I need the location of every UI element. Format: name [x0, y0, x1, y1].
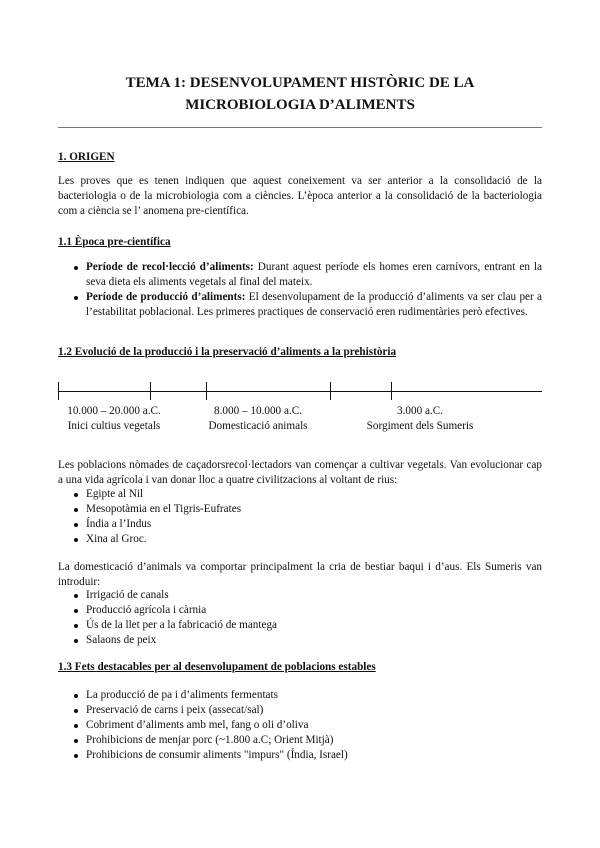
list-item: La producció de pa i d’aliments fermentats — [58, 688, 542, 703]
fets-list — [58, 688, 542, 763]
origen-paragraph: Les proves que es tenen indiquen que aquest coneixement va ser anterior a la consolidació de la bacteriologia o de la microbiologia com a ciències. L’època anterior a la consolidació de la bacteriologia com a ciència se l’ anomena pre-científica. — [58, 175, 542, 217]
list-item: Índia a l’Indus — [58, 517, 542, 532]
heading-fets-destacables: 1.3 Fets destacables per al desenvolupament de poblacions estables — [58, 661, 376, 673]
timeline-entry — [360, 404, 480, 434]
timeline-entry — [198, 404, 318, 434]
timeline-label: Domesticació animals — [208, 420, 308, 432]
item-text: Durant aquest període els homes eren carnívors, entrant en la seva dieta els aliments vegetals al final del mateix. — [86, 261, 542, 288]
timeline-tick — [206, 382, 207, 400]
heading-origen: 1. ORIGEN — [58, 151, 115, 163]
list-item: Egipte al Nil — [58, 487, 542, 502]
title-divider — [58, 127, 542, 128]
poblacions-paragraph: Les poblacions nòmades de caçadorsrecol·lectadors van començar a cultivar vegetals. Van evolucionar cap a una vida agrícola i van donar lloc a quatre civilitzacions al voltant de rius: — [58, 459, 542, 486]
timeline-tick — [330, 382, 331, 400]
list-item: Salaons de peix — [58, 633, 542, 648]
list-item: Xina al Groc. — [58, 532, 542, 547]
title-line-2: MICROBIOLOGIA D’ALIMENTS — [185, 97, 415, 113]
timeline — [58, 382, 542, 432]
timeline-date: 8.000 – 10.000 a.C. — [214, 405, 302, 417]
document-title — [58, 72, 542, 116]
list-item — [58, 290, 542, 320]
list-item: Ús de la llet per a la fabricació de mantega — [58, 618, 542, 633]
title-line-1: TEMA 1: DESENVOLUPAMENT HISTÒRIC DE LA — [125, 75, 475, 91]
item-text: El desenvolupament de la producció d’aliments va ser clau per a l’estabilitat poblacional. Les primeres practiques de conservació eren rudimentàries però efectives. — [86, 291, 542, 318]
heading-epoca-precientifica: 1.1 Època pre-científica — [58, 236, 171, 248]
sumeris-list — [58, 588, 542, 648]
timeline-label: Inici cultius vegetals — [67, 420, 161, 432]
item-term: Període de recol·lecció d’aliments: — [86, 261, 254, 273]
timeline-axis — [58, 391, 542, 392]
list-item: Producció agrícola i càrnia — [58, 603, 542, 618]
list-item: Preservació de carns i peix (assecat/sal) — [58, 703, 542, 718]
timeline-tick — [150, 382, 151, 400]
list-item: Prohibicions de menjar porc (~1.800 a.C; Orient Mitjà) — [58, 733, 542, 748]
rivers-list — [58, 487, 542, 547]
timeline-tick — [391, 382, 392, 400]
item-term: Període de producció d’aliments: — [86, 291, 246, 303]
list-item: Mesopotàmia en el Tigris-Eufrates — [58, 502, 542, 517]
list-item: Irrigació de canals — [58, 588, 542, 603]
list-item — [58, 260, 542, 290]
timeline-entry — [54, 404, 174, 434]
timeline-tick — [58, 382, 59, 400]
timeline-label: Sorgiment dels Sumeris — [366, 420, 474, 432]
heading-evolucio: 1.2 Evolució de la producció i la preservació d’aliments a la prehistòria — [58, 346, 397, 358]
epoca-list — [58, 260, 542, 320]
domesticacio-paragraph: La domesticació d’animals va comportar principalment la cria de bestiar baqui i d’aus. Els Sumeris van introduir: — [58, 561, 542, 588]
timeline-date: 10.000 – 20.000 a.C. — [67, 405, 161, 417]
timeline-date: 3.000 a.C. — [397, 405, 443, 417]
list-item: Prohibicions de consumir aliments "impurs" (Índia, Israel) — [58, 748, 542, 763]
list-item: Cobriment d’aliments amb mel, fang o oli d’oliva — [58, 718, 542, 733]
